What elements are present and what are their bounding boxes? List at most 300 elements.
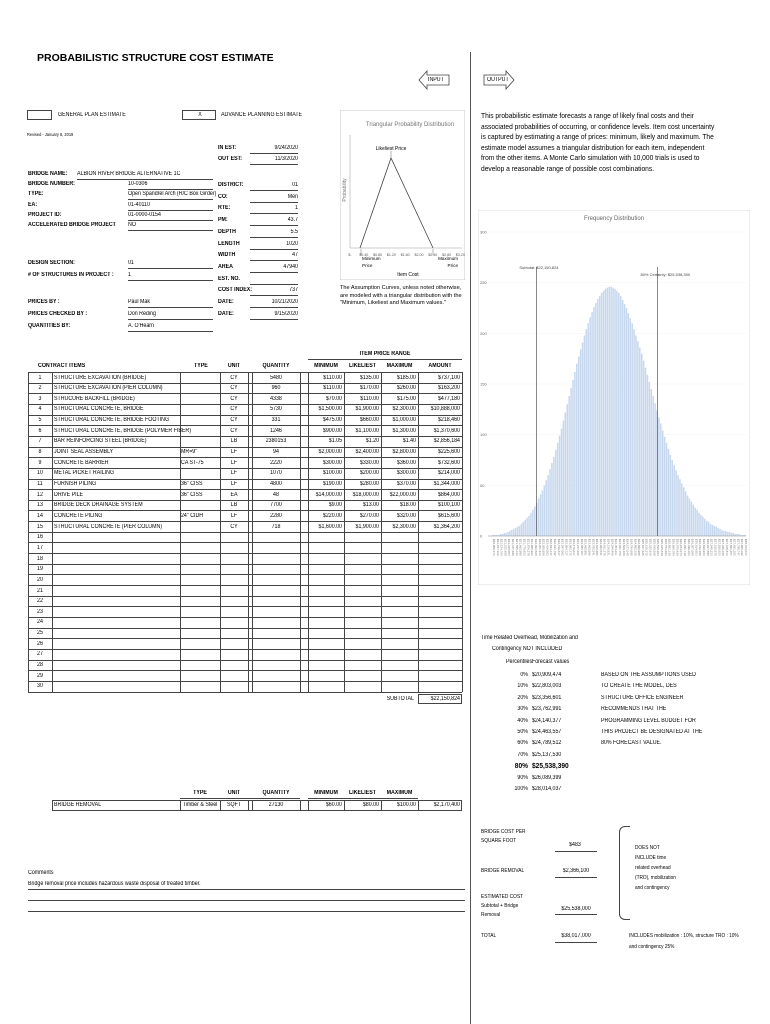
histogram-bar [511, 530, 513, 536]
item-unit: LF [230, 449, 238, 456]
tro-line2: Contingency NOT INCLUDED [492, 646, 563, 652]
histogram-bar [603, 291, 605, 536]
item-qty: 4800 [270, 481, 282, 487]
x-tick-label: $26,507,008 [690, 539, 695, 556]
right-info-value: 1020 [286, 240, 298, 247]
total-label: TOTAL [481, 933, 497, 939]
item-min: $1,600.00 [318, 523, 342, 530]
histogram-bar [635, 335, 637, 536]
histogram-bar [658, 417, 660, 536]
comments-label: Comments [28, 870, 54, 876]
row-number: 5 [38, 417, 42, 424]
x-tick-label: $23,923,531 [598, 539, 603, 556]
frequency-chart-title: Frequency Distribution [583, 216, 645, 222]
bridge-info-label: PROJECT ID: [28, 211, 62, 218]
exclusion-note: related overhead [635, 865, 671, 871]
row-number: 11 [37, 481, 43, 487]
item-type: 36" CISS [181, 491, 203, 498]
right-info-value: 43.7 [287, 217, 298, 224]
item-type: 24" CIDH [181, 512, 204, 519]
histogram-bar [666, 443, 668, 536]
advance-planning-label: ADVANCE PLANNING ESTIMATE [221, 112, 303, 118]
forecast-value: $25,538,390 [532, 761, 569, 771]
row-number: 28 [37, 662, 43, 669]
rule-line [344, 800, 345, 811]
row-number: 29 [37, 672, 43, 679]
x-tick-label: $21,770,633 [522, 539, 527, 556]
right-info-value: 47940 [283, 263, 298, 270]
item-name: STRUCTURE EXCAVATION (PIER COLUMN) [54, 385, 163, 392]
row-number: 6 [38, 427, 42, 434]
item-max: $1,300.00 [392, 427, 416, 434]
x-tick-label: $25,538,204 [656, 539, 661, 556]
rule-line [250, 213, 298, 214]
percentile: 100% [514, 786, 528, 792]
table-row-line [28, 670, 462, 671]
rule-line [128, 307, 213, 308]
histogram-bar [725, 531, 727, 536]
row-number: 17 [37, 544, 43, 551]
item-name: STRUCTURAL CONCRETE (PIER COLUMN) [54, 523, 163, 530]
exclusion-note: (TRO), mobilization [635, 875, 676, 881]
inclusion-note-2: and contingency 25% [629, 944, 675, 950]
item-qty: 960 [271, 385, 281, 392]
histogram-bar [591, 312, 593, 536]
forecast-value: $20,909,474 [532, 672, 562, 678]
row-number: 8 [38, 449, 42, 456]
tri-tick-label: $2.80 [442, 253, 452, 257]
x-tick-label: $27,691,102 [732, 539, 737, 556]
y-tick-label: 200 [480, 330, 487, 336]
histogram-bar [513, 529, 515, 536]
x-tick-label: $22,416,503 [545, 539, 550, 556]
x-tick-label: $26,722,298 [698, 539, 703, 556]
item-name: CONCRETE BARRIER [54, 459, 109, 466]
histogram-bar [637, 341, 639, 536]
x-tick-label: $24,784,690 [629, 539, 634, 556]
histogram-bar [517, 527, 519, 536]
x-tick-label: $24,246,466 [610, 539, 615, 556]
x-tick-label: $24,138,821 [606, 539, 611, 556]
people-label: QUANTITIES BY: [28, 323, 71, 329]
histogram-bar [545, 480, 547, 536]
people-label: PRICES CHECKED BY : [28, 311, 88, 317]
removal-unit: SQFT [226, 802, 242, 808]
table-row-line [28, 606, 462, 607]
cost-per-sf-label: BRIDGE COST PER [481, 829, 526, 835]
triangular-chart-svg [340, 110, 465, 280]
right-info-label: WIDTH [218, 252, 236, 259]
rule-line [308, 798, 418, 799]
item-max: $320.00 [396, 512, 416, 519]
estimated-label-2: Subtotal + Bridge [481, 903, 519, 909]
row-number: 27 [37, 651, 43, 658]
histogram-bar [599, 296, 601, 536]
histogram-bar [561, 429, 563, 536]
histogram-bar [715, 527, 717, 536]
row-number: 2 [38, 385, 42, 392]
rule-line [250, 284, 298, 285]
row-number: 15 [37, 523, 43, 530]
item-min: $2,000.00 [318, 449, 342, 456]
item-max: $18.00 [399, 502, 416, 509]
rule-line [252, 800, 253, 811]
right-info-label: PM: [218, 217, 228, 224]
percentile: 80% [514, 761, 528, 771]
x-tick-label: $24,461,756 [618, 539, 622, 556]
item-unit: CY [230, 427, 238, 434]
histogram-bar [719, 529, 721, 536]
right-info-label: RTE: [218, 205, 231, 212]
forecast-label: Forecast values [532, 659, 570, 665]
right-info-label: DATE: [218, 310, 234, 317]
estimated-value: $25,538,000 [561, 906, 591, 912]
item-amount: $615,600 [437, 512, 460, 519]
output-button[interactable] [483, 70, 515, 90]
col-header-min: MINIMUM [314, 363, 338, 369]
x-tick-label: $23,062,372 [568, 539, 573, 556]
note-brace [619, 826, 630, 920]
histogram-bar [532, 510, 534, 536]
recommendation-text: THIS PROJECT BE DESIGNATED AT THE [601, 729, 703, 735]
item-amount: $10,888,000 [430, 406, 460, 413]
item-amount: $1,344,000 [433, 481, 460, 487]
histogram-bar [696, 510, 698, 536]
histogram-bar [668, 449, 670, 536]
removal-header-unit: UNIT [227, 790, 241, 796]
histogram-bar [502, 534, 504, 536]
recommendation-text: TO CREATE THE MODEL, DES [601, 683, 677, 690]
item-name: STRUCURE BACKFILL (BRIDGE) [54, 395, 135, 402]
min-label-2: Price [362, 263, 373, 268]
item-name: STRUCTURE EXCAVATION (BRIDGE) [54, 374, 147, 381]
histogram-bar [507, 532, 509, 536]
row-number: 14 [37, 512, 43, 519]
item-likely: $2,400.00 [355, 449, 379, 456]
histogram-bar [706, 521, 708, 536]
histogram-bar [662, 431, 664, 536]
range-header: ITEM PRICE RANGE [359, 351, 411, 357]
histogram-bar [670, 455, 672, 536]
right-info-label: DEPTH [218, 228, 236, 235]
right-info-value: 737 [289, 287, 298, 294]
section-divider [470, 52, 471, 1024]
histogram-bar [551, 463, 553, 536]
x-tick-label: $27,906,392 [740, 539, 745, 556]
x-tick-label: $23,385,307 [579, 539, 584, 556]
item-max: $1,000.00 [392, 417, 416, 424]
x-tick-label: $22,093,568 [533, 539, 538, 556]
subtotal-value: $22,150,824 [430, 695, 460, 702]
item-qty: 5480 [270, 374, 282, 381]
item-name: STRUCTURAL CONCRETE, BRIDGE [54, 406, 144, 413]
apex-label: Likeliest Price [375, 146, 407, 152]
rule-line [128, 220, 213, 221]
output-button-label: OUTPUT [487, 77, 509, 83]
right-info-label: DATE: [218, 299, 234, 305]
exclusion-note: DOES NOT [635, 845, 660, 851]
x-tick-label: $22,739,437 [556, 539, 561, 556]
percentile: 30% [517, 706, 528, 713]
item-unit: LF [230, 512, 238, 519]
right-info-label: DISTRICT: [218, 182, 244, 188]
right-info-label: LENGTH [218, 240, 240, 247]
tro-line1: Time Related Overhead, Mobilization and [481, 635, 578, 641]
max-label-1: Maximum [438, 256, 458, 261]
item-qty: 2380153 [265, 438, 287, 445]
histogram-bar [664, 437, 666, 536]
tri-tick-label: $0.40 [359, 253, 369, 257]
percentile: 10% [517, 683, 528, 690]
bridge-info-label: BRIDGE NAME: [28, 171, 68, 177]
percentile: 50% [517, 729, 528, 735]
x-tick-label: $26,399,364 [686, 539, 691, 556]
bridge-info-value: NO [128, 222, 136, 228]
histogram-bar [735, 534, 737, 536]
rule-line [180, 800, 181, 811]
histogram-bar [645, 368, 647, 536]
histogram-bar [595, 303, 597, 536]
removal-summary-value: $2,366,100 [562, 868, 590, 874]
histogram-bar [679, 479, 681, 536]
removal-header-max: MAXIMUM [386, 790, 413, 796]
histogram-bar [593, 307, 595, 536]
rule-line [300, 800, 301, 811]
histogram-bar [547, 475, 549, 536]
table-row-line [28, 542, 462, 543]
x-tick-label: $21,232,409 [503, 539, 508, 556]
x-tick-label: $25,107,625 [640, 539, 645, 556]
item-unit: LB [230, 502, 238, 509]
histogram-bar [572, 380, 574, 536]
right-info-label: CO: [218, 193, 228, 200]
item-amount: $1,364,200 [433, 523, 460, 530]
max-label-2: Price [447, 263, 458, 268]
page-title: PROBABILISTIC STRUCTURE COST ESTIMATE [37, 52, 274, 64]
x-tick-label: $22,201,213 [537, 539, 542, 556]
item-unit: CY [230, 523, 238, 530]
item-likely: $1,100.00 [355, 427, 379, 434]
row-number: 23 [37, 608, 43, 615]
histogram-bar [672, 460, 674, 536]
histogram-bar [528, 516, 530, 536]
histogram-bar [654, 403, 656, 536]
date-label: IN EST: [218, 145, 237, 151]
item-qty: 718 [271, 523, 281, 530]
histogram-bar [731, 533, 733, 536]
removal-header-type: TYPE [193, 790, 207, 796]
histogram-bar [651, 389, 653, 536]
item-max: $370.00 [396, 481, 416, 487]
tri-tick-label: $1.20 [386, 253, 396, 257]
recommendation-text: 80% FORECAST VALUE. [601, 740, 662, 747]
x-tick-label: $21,662,988 [518, 539, 523, 556]
row-number: 7 [38, 438, 42, 445]
row-number: 9 [38, 459, 42, 466]
histogram-bar [582, 342, 584, 536]
item-name: METAL PICKET RAILING [54, 470, 115, 477]
x-tick-label: $24,031,176 [602, 539, 607, 556]
table-row-line [28, 585, 462, 586]
x-tick-label: $26,291,719 [682, 539, 687, 556]
inclusion-note: INCLUDES mobilization : 10%, structure TRO : 10% [629, 933, 739, 939]
rule-line [250, 225, 298, 226]
bridge-info-label: ACCELERATED BRIDGE PROJECT [28, 222, 116, 228]
structures-value: 1 [128, 272, 131, 278]
tri-tick-label: $3.20 [455, 253, 465, 257]
y-tick-label: 150 [480, 381, 487, 387]
forecast-value: $28,014,037 [532, 786, 562, 792]
histogram-bar [714, 526, 716, 536]
bridge-info-label: TYPE: [28, 191, 44, 198]
histogram-bar [643, 361, 645, 536]
histogram-bar [610, 287, 612, 536]
item-qty: 2220 [270, 459, 282, 466]
item-unit: EA [230, 491, 238, 498]
right-info-value: 1 [295, 205, 298, 212]
min-label-1: Minimum [362, 256, 381, 261]
histogram-bar [622, 300, 624, 536]
item-max: $360.00 [396, 459, 416, 466]
item-unit: CY [230, 395, 238, 402]
item-name: DRIVE PILE [54, 491, 84, 498]
x-tick-label: $26,614,653 [694, 539, 699, 556]
x-tick-label: $21,340,054 [507, 539, 512, 556]
table-row-line [28, 553, 462, 554]
col-header-unit: UNIT [227, 363, 241, 369]
row-number: 4 [38, 406, 42, 413]
histogram-bar [540, 494, 542, 536]
frequency-chart [478, 210, 750, 585]
col-header-item: CONTRACT ITEMS [38, 363, 86, 369]
histogram-bar [717, 528, 719, 536]
x-tick-label: $23,170,017 [572, 539, 577, 556]
general-plan-checkbox[interactable] [27, 110, 52, 120]
histogram-bar [505, 533, 507, 536]
x-tick-label: $22,954,727 [564, 539, 569, 556]
advance-planning-checkbox[interactable] [182, 110, 216, 120]
y-tick-label: 300 [480, 229, 487, 235]
date-value: 11/3/2020 [274, 156, 298, 162]
item-min: $190.00 [322, 481, 342, 487]
table-row-line [28, 649, 462, 650]
item-amount: $732,600 [437, 459, 460, 466]
bridge-info-value: 01-40110 [128, 201, 150, 208]
item-min: $475.00 [322, 417, 342, 424]
histogram-bar [723, 531, 725, 536]
histogram-bar [683, 487, 685, 536]
rule-line [250, 164, 298, 165]
x-tick-label: $24,354,111 [614, 539, 619, 556]
histogram-bar [565, 412, 567, 536]
subtotal-label: SUBTOTAL [386, 695, 414, 702]
item-min: $110.00 [323, 374, 342, 381]
rule-line [555, 942, 597, 943]
histogram-bar [586, 329, 588, 536]
x-tick-label: $21,447,698 [511, 539, 516, 556]
item-name: STRUCTURAL CONCRETE, BRIDGE (POLYMER FIBER) [54, 427, 192, 434]
percentile: 60% [517, 740, 528, 747]
forecast-value: $24,140,377 [532, 717, 562, 724]
histogram-bar [712, 525, 714, 536]
x-tick-label: $21,555,343 [514, 539, 519, 556]
item-max: $260.00 [396, 385, 416, 392]
row-number: 24 [37, 619, 43, 626]
item-amount: $214,000 [437, 470, 460, 477]
right-info-value: 01 [292, 182, 298, 188]
y-tick-label: 100 [480, 432, 487, 438]
histogram-bar [727, 532, 729, 536]
histogram-bar [620, 296, 622, 536]
x-tick-label: $23,815,886 [595, 539, 600, 556]
bridge-info-label: BRIDGE NUMBER: [28, 181, 75, 188]
right-info-value: Men [287, 193, 298, 200]
people-value: Don Reding [128, 311, 156, 317]
bridge-info-value: 01-0000-0154 [128, 211, 161, 218]
item-type: 36" CISS [181, 481, 203, 487]
design-section-value: 01 [128, 260, 134, 266]
histogram-bar [578, 357, 580, 536]
item-unit: CY [230, 385, 238, 392]
item-type: CA ST-75 [181, 459, 204, 466]
item-min: $70.00 [325, 395, 342, 402]
histogram-bar [559, 436, 561, 536]
people-value: Paul Mak [128, 299, 151, 305]
col-header-type: TYPE [194, 363, 208, 369]
histogram-bar [639, 348, 641, 536]
input-button[interactable] [418, 70, 450, 90]
histogram-bar [633, 329, 635, 536]
bridge-info-label: EA: [28, 201, 38, 208]
histogram-bar [555, 450, 557, 536]
x-tick-label: $27,152,878 [713, 539, 718, 556]
histogram-bar [687, 495, 689, 536]
estimated-label: ESTIMATED COST [481, 894, 524, 900]
item-likely: $200.00 [359, 470, 379, 477]
removal-amount: $2,170,400 [433, 802, 460, 808]
item-min: $300.00 [322, 459, 342, 466]
table-row-line [28, 617, 462, 618]
x-tick-label: $22,524,147 [549, 539, 554, 556]
item-max: $300.00 [396, 470, 416, 477]
rule-line [381, 800, 382, 811]
x-tick-label: $22,308,858 [541, 539, 546, 556]
item-unit: CY [230, 406, 238, 413]
col-header-qty: QUANTITY [262, 363, 290, 369]
item-max: $2,300.00 [392, 523, 416, 530]
histogram-bar [641, 354, 643, 536]
histogram-bar [631, 323, 633, 536]
x-tick-label: $25,861,139 [667, 539, 672, 556]
histogram-bar [685, 491, 687, 536]
rule-line [250, 190, 298, 191]
item-name: BAR REINFORCING STEEL (BRIDGE) [54, 438, 147, 445]
histogram-bar [608, 287, 610, 536]
item-unit: LF [230, 470, 238, 477]
item-min: $110.00 [323, 385, 342, 392]
histogram-bar [729, 532, 731, 536]
x-tick-label: $27,475,813 [724, 539, 729, 556]
tri-tick-label: $2.40 [428, 253, 438, 257]
people-value: A. O'Hearn [128, 323, 154, 329]
histogram-bar [568, 396, 570, 536]
item-unit: CY [230, 417, 238, 424]
histogram-bar [549, 469, 551, 536]
table-row-line [28, 681, 462, 682]
item-max: $2,800.00 [392, 449, 416, 456]
histogram-bar [710, 524, 712, 536]
item-min: $220.00 [322, 512, 342, 519]
